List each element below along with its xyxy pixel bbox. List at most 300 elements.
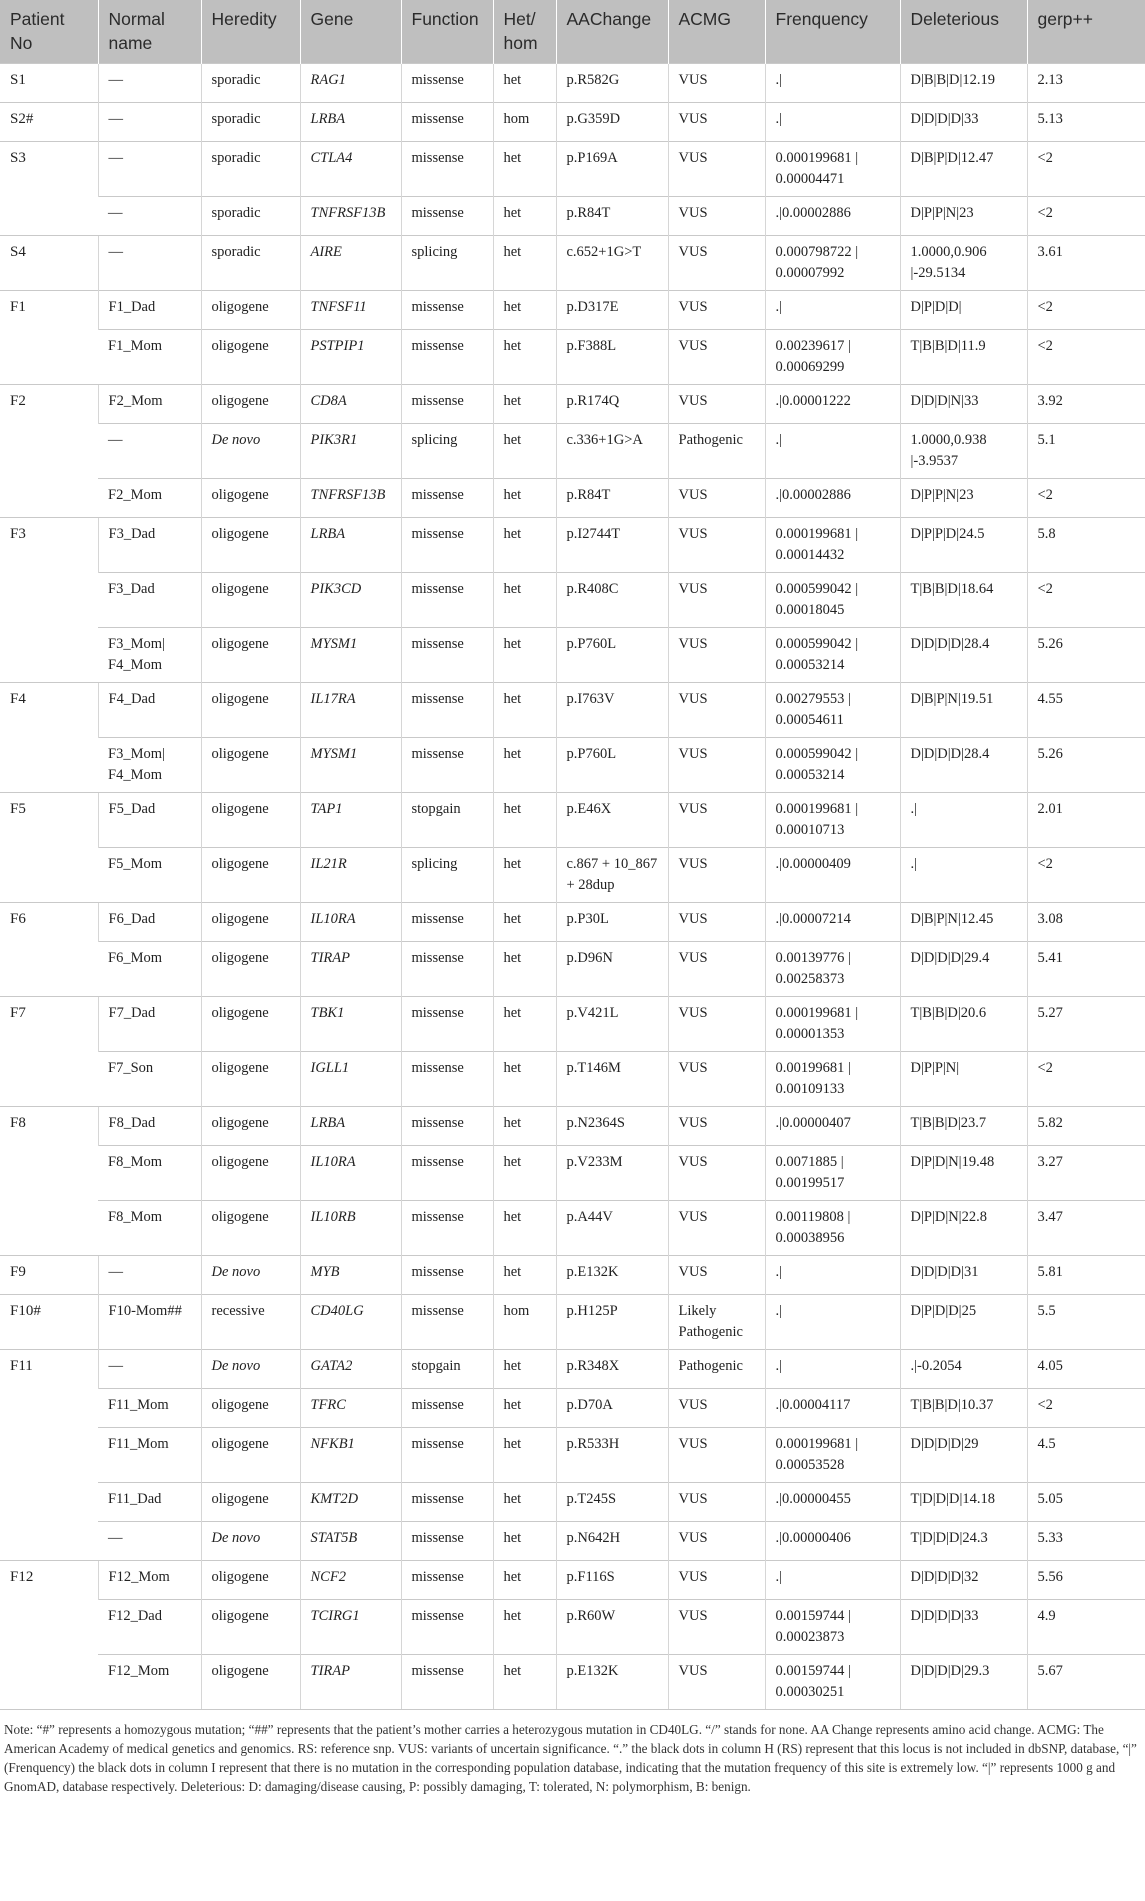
gerp-cell: 5.5: [1027, 1295, 1145, 1350]
gene-cell: CD8A: [300, 385, 401, 424]
table-row: [0, 1600, 1145, 1655]
heredity-cell: oligogene: [201, 1052, 300, 1107]
acmg-cell: VUS: [668, 628, 765, 683]
table-row: [0, 142, 1145, 197]
gene-cell: IL21R: [300, 848, 401, 903]
aachange-cell: p.R60W: [556, 1600, 668, 1655]
table-row: [0, 64, 1145, 103]
acmg-cell: VUS: [668, 103, 765, 142]
function-cell: missense: [401, 291, 493, 330]
gerp-cell: 5.1: [1027, 424, 1145, 479]
table-row: [0, 1655, 1145, 1710]
patient-no-cell: F7: [0, 997, 98, 1107]
patient-no-cell: F12: [0, 1561, 98, 1710]
table-row: [0, 1561, 1145, 1600]
het-hom-cell: het: [493, 64, 556, 103]
column-header-deleterious: Deleterious: [900, 0, 1027, 64]
gene-cell: MYB: [300, 1256, 401, 1295]
deleterious-cell: D|P|D|D|: [900, 291, 1027, 330]
frequency-cell: 0.0071885 | 0.00199517: [765, 1146, 900, 1201]
heredity-cell: sporadic: [201, 197, 300, 236]
function-cell: missense: [401, 1295, 493, 1350]
acmg-cell: VUS: [668, 573, 765, 628]
function-cell: missense: [401, 64, 493, 103]
het-hom-cell: het: [493, 1389, 556, 1428]
normal-name-cell: F6_Mom: [98, 942, 201, 997]
het-hom-cell: het: [493, 479, 556, 518]
table-row: [0, 103, 1145, 142]
function-cell: missense: [401, 1201, 493, 1256]
gene-cell: PSTPIP1: [300, 330, 401, 385]
frequency-cell: 0.00159744 | 0.00030251: [765, 1655, 900, 1710]
frequency-cell: 0.000798722 | 0.00007992: [765, 236, 900, 291]
function-cell: missense: [401, 1483, 493, 1522]
patient-no-cell: S2#: [0, 103, 98, 142]
frequency-cell: 0.000199681 | 0.00001353: [765, 997, 900, 1052]
gerp-cell: 3.61: [1027, 236, 1145, 291]
table-row: [0, 573, 1145, 628]
frequency-cell: .|0.00001222: [765, 385, 900, 424]
gene-cell: PIK3CD: [300, 573, 401, 628]
acmg-cell: VUS: [668, 479, 765, 518]
acmg-cell: Pathogenic: [668, 424, 765, 479]
acmg-cell: VUS: [668, 1052, 765, 1107]
het-hom-cell: het: [493, 793, 556, 848]
het-hom-cell: het: [493, 1052, 556, 1107]
aachange-cell: p.F116S: [556, 1561, 668, 1600]
table-header: [0, 0, 1145, 64]
gene-cell: LRBA: [300, 103, 401, 142]
gene-cell: IL17RA: [300, 683, 401, 738]
column-header-patient-no: Patient No: [0, 0, 98, 64]
normal-name-cell: F7_Dad: [98, 997, 201, 1052]
column-header-frequency: Frenquency: [765, 0, 900, 64]
acmg-cell: VUS: [668, 1522, 765, 1561]
deleterious-cell: T|B|B|D|23.7: [900, 1107, 1027, 1146]
function-cell: missense: [401, 1561, 493, 1600]
function-cell: missense: [401, 385, 493, 424]
frequency-cell: 0.00159744 | 0.00023873: [765, 1600, 900, 1655]
table-row: [0, 385, 1145, 424]
het-hom-cell: het: [493, 1561, 556, 1600]
normal-name-cell: —: [98, 1350, 201, 1389]
deleterious-cell: T|D|D|D|14.18: [900, 1483, 1027, 1522]
frequency-cell: 0.000599042 | 0.00053214: [765, 628, 900, 683]
heredity-cell: oligogene: [201, 1600, 300, 1655]
heredity-cell: oligogene: [201, 330, 300, 385]
het-hom-cell: hom: [493, 1295, 556, 1350]
normal-name-cell: F8_Mom: [98, 1201, 201, 1256]
table-row: [0, 291, 1145, 330]
heredity-cell: recessive: [201, 1295, 300, 1350]
acmg-cell: VUS: [668, 1655, 765, 1710]
function-cell: missense: [401, 1389, 493, 1428]
table-row: [0, 1201, 1145, 1256]
het-hom-cell: het: [493, 573, 556, 628]
gene-cell: TCIRG1: [300, 1600, 401, 1655]
deleterious-cell: T|B|B|D|18.64: [900, 573, 1027, 628]
aachange-cell: p.P30L: [556, 903, 668, 942]
deleterious-cell: .|-0.2054: [900, 1350, 1027, 1389]
acmg-cell: VUS: [668, 942, 765, 997]
function-cell: missense: [401, 330, 493, 385]
aachange-cell: c.867 + 10_867 + 28dup: [556, 848, 668, 903]
het-hom-cell: het: [493, 628, 556, 683]
frequency-cell: 0.000599042 | 0.00053214: [765, 738, 900, 793]
aachange-cell: p.N642H: [556, 1522, 668, 1561]
gene-cell: CD40LG: [300, 1295, 401, 1350]
acmg-cell: VUS: [668, 1483, 765, 1522]
patient-no-cell: F5: [0, 793, 98, 903]
heredity-cell: oligogene: [201, 1389, 300, 1428]
heredity-cell: oligogene: [201, 573, 300, 628]
normal-name-cell: F3_Mom| F4_Mom: [98, 738, 201, 793]
gene-cell: TNFRSF13B: [300, 479, 401, 518]
acmg-cell: VUS: [668, 1107, 765, 1146]
frequency-cell: .|: [765, 103, 900, 142]
table-row: [0, 1350, 1145, 1389]
aachange-cell: p.R408C: [556, 573, 668, 628]
heredity-cell: sporadic: [201, 64, 300, 103]
frequency-cell: 0.000199681 | 0.00010713: [765, 793, 900, 848]
acmg-cell: VUS: [668, 1256, 765, 1295]
gerp-cell: 5.41: [1027, 942, 1145, 997]
deleterious-cell: T|B|B|D|10.37: [900, 1389, 1027, 1428]
aachange-cell: p.V421L: [556, 997, 668, 1052]
deleterious-cell: 1.0000,0.938 |-3.9537: [900, 424, 1027, 479]
gerp-cell: 4.9: [1027, 1600, 1145, 1655]
function-cell: missense: [401, 479, 493, 518]
gerp-cell: 5.13: [1027, 103, 1145, 142]
heredity-cell: oligogene: [201, 479, 300, 518]
patient-no-cell: F6: [0, 903, 98, 997]
gerp-cell: <2: [1027, 1052, 1145, 1107]
aachange-cell: p.E46X: [556, 793, 668, 848]
gerp-cell: 2.13: [1027, 64, 1145, 103]
deleterious-cell: D|B|P|N|19.51: [900, 683, 1027, 738]
normal-name-cell: —: [98, 197, 201, 236]
het-hom-cell: het: [493, 291, 556, 330]
function-cell: missense: [401, 738, 493, 793]
function-cell: missense: [401, 1600, 493, 1655]
column-header-het-hom: Het/ hom: [493, 0, 556, 64]
normal-name-cell: F7_Son: [98, 1052, 201, 1107]
heredity-cell: sporadic: [201, 142, 300, 197]
table-row: [0, 518, 1145, 573]
normal-name-cell: —: [98, 1256, 201, 1295]
acmg-cell: Pathogenic: [668, 1350, 765, 1389]
normal-name-cell: F2_Mom: [98, 385, 201, 424]
acmg-cell: VUS: [668, 1428, 765, 1483]
het-hom-cell: het: [493, 848, 556, 903]
table-row: [0, 197, 1145, 236]
normal-name-cell: F8_Mom: [98, 1146, 201, 1201]
gene-cell: KMT2D: [300, 1483, 401, 1522]
gerp-cell: 5.8: [1027, 518, 1145, 573]
aachange-cell: p.I763V: [556, 683, 668, 738]
function-cell: missense: [401, 628, 493, 683]
patient-no-cell: F10#: [0, 1295, 98, 1350]
aachange-cell: p.R84T: [556, 197, 668, 236]
acmg-cell: VUS: [668, 518, 765, 573]
normal-name-cell: F3_Dad: [98, 518, 201, 573]
heredity-cell: De novo: [201, 1350, 300, 1389]
normal-name-cell: F3_Mom| F4_Mom: [98, 628, 201, 683]
gene-cell: TIRAP: [300, 1655, 401, 1710]
gerp-cell: 5.33: [1027, 1522, 1145, 1561]
heredity-cell: oligogene: [201, 628, 300, 683]
function-cell: missense: [401, 1146, 493, 1201]
het-hom-cell: het: [493, 738, 556, 793]
frequency-cell: 0.000199681 | 0.00014432: [765, 518, 900, 573]
heredity-cell: oligogene: [201, 1655, 300, 1710]
het-hom-cell: het: [493, 1483, 556, 1522]
gene-cell: TNFRSF13B: [300, 197, 401, 236]
table-row: [0, 683, 1145, 738]
acmg-cell: VUS: [668, 903, 765, 942]
function-cell: splicing: [401, 236, 493, 291]
gerp-cell: 4.5: [1027, 1428, 1145, 1483]
gene-cell: MYSM1: [300, 738, 401, 793]
gerp-cell: 2.01: [1027, 793, 1145, 848]
het-hom-cell: het: [493, 236, 556, 291]
acmg-cell: VUS: [668, 738, 765, 793]
patient-no-cell: F4: [0, 683, 98, 793]
function-cell: missense: [401, 573, 493, 628]
het-hom-cell: het: [493, 518, 556, 573]
table-row: [0, 479, 1145, 518]
acmg-cell: VUS: [668, 64, 765, 103]
acmg-cell: VUS: [668, 330, 765, 385]
column-header-gerp: gerp++: [1027, 0, 1145, 64]
aachange-cell: p.E132K: [556, 1256, 668, 1295]
acmg-cell: VUS: [668, 385, 765, 424]
aachange-cell: p.P760L: [556, 628, 668, 683]
deleterious-cell: T|B|B|D|11.9: [900, 330, 1027, 385]
deleterious-cell: D|P|D|D|25: [900, 1295, 1027, 1350]
patient-no-cell: F2: [0, 385, 98, 518]
gerp-cell: 5.27: [1027, 997, 1145, 1052]
gerp-cell: <2: [1027, 848, 1145, 903]
gene-cell: AIRE: [300, 236, 401, 291]
frequency-cell: .|0.00002886: [765, 197, 900, 236]
normal-name-cell: —: [98, 1522, 201, 1561]
het-hom-cell: het: [493, 1107, 556, 1146]
frequency-cell: .|0.00007214: [765, 903, 900, 942]
function-cell: splicing: [401, 424, 493, 479]
patient-no-cell: F9: [0, 1256, 98, 1295]
aachange-cell: p.R533H: [556, 1428, 668, 1483]
normal-name-cell: F4_Dad: [98, 683, 201, 738]
column-header-acmg: ACMG: [668, 0, 765, 64]
gene-cell: PIK3R1: [300, 424, 401, 479]
frequency-cell: .|: [765, 1561, 900, 1600]
normal-name-cell: F11_Mom: [98, 1389, 201, 1428]
aachange-cell: p.N2364S: [556, 1107, 668, 1146]
patient-no-cell: S4: [0, 236, 98, 291]
gerp-cell: <2: [1027, 573, 1145, 628]
acmg-cell: VUS: [668, 1201, 765, 1256]
frequency-cell: .|0.00000407: [765, 1107, 900, 1146]
normal-name-cell: F10-Mom##: [98, 1295, 201, 1350]
heredity-cell: oligogene: [201, 1107, 300, 1146]
aachange-cell: p.E132K: [556, 1655, 668, 1710]
table-row: [0, 236, 1145, 291]
aachange-cell: p.P760L: [556, 738, 668, 793]
function-cell: missense: [401, 1052, 493, 1107]
het-hom-cell: het: [493, 1146, 556, 1201]
gene-cell: GATA2: [300, 1350, 401, 1389]
function-cell: missense: [401, 997, 493, 1052]
normal-name-cell: —: [98, 236, 201, 291]
deleterious-cell: D|P|P|N|23: [900, 479, 1027, 518]
normal-name-cell: F8_Dad: [98, 1107, 201, 1146]
function-cell: missense: [401, 1107, 493, 1146]
aachange-cell: p.H125P: [556, 1295, 668, 1350]
gene-cell: NCF2: [300, 1561, 401, 1600]
gerp-cell: <2: [1027, 197, 1145, 236]
acmg-cell: VUS: [668, 848, 765, 903]
table-row: [0, 1295, 1145, 1350]
aachange-cell: p.T245S: [556, 1483, 668, 1522]
heredity-cell: oligogene: [201, 683, 300, 738]
heredity-cell: oligogene: [201, 1483, 300, 1522]
normal-name-cell: F11_Dad: [98, 1483, 201, 1522]
heredity-cell: sporadic: [201, 236, 300, 291]
function-cell: missense: [401, 518, 493, 573]
normal-name-cell: F11_Mom: [98, 1428, 201, 1483]
frequency-cell: .|: [765, 291, 900, 330]
function-cell: stopgain: [401, 793, 493, 848]
gerp-cell: 5.26: [1027, 738, 1145, 793]
function-cell: missense: [401, 683, 493, 738]
deleterious-cell: D|P|D|N|19.48: [900, 1146, 1027, 1201]
normal-name-cell: F5_Mom: [98, 848, 201, 903]
heredity-cell: De novo: [201, 1256, 300, 1295]
function-cell: splicing: [401, 848, 493, 903]
acmg-cell: VUS: [668, 197, 765, 236]
gerp-cell: <2: [1027, 330, 1145, 385]
deleterious-cell: .|: [900, 848, 1027, 903]
frequency-cell: .|0.00000406: [765, 1522, 900, 1561]
gene-cell: TNFSF11: [300, 291, 401, 330]
heredity-cell: De novo: [201, 1522, 300, 1561]
deleterious-cell: D|P|P|N|: [900, 1052, 1027, 1107]
frequency-cell: .|0.00002886: [765, 479, 900, 518]
table-footnote: Note: “#” represents a homozygous mutation; “##” represents that the patient’s mother carries a heterozygous mutation in CD40LG. “/” stands for none. AA Change represents amino acid change. ACMG: The American Academy of medical genetics and genomics. RS: reference snp. VUS: variants of uncertain significance. “.” the black dots in column H (RS) represent that this locus is not included in dbSNP, database, “|” (Frenquency) the black dots in column I represent that there is no mutation in the corresponding population database, indicating that the mutation frequency of this site is extremely low. “|” represents 1000 g and GnomAD, database respectively. Deleterious: D: damaging/disease causing, P: possibly damaging, T: tolerated, N: polymorphism, B: benign.: [0, 1709, 1145, 1796]
deleterious-cell: D|B|B|D|12.19: [900, 64, 1027, 103]
deleterious-cell: D|D|D|N|33: [900, 385, 1027, 424]
deleterious-cell: T|B|B|D|20.6: [900, 997, 1027, 1052]
het-hom-cell: het: [493, 197, 556, 236]
normal-name-cell: —: [98, 142, 201, 197]
het-hom-cell: het: [493, 1428, 556, 1483]
column-header-gene: Gene: [300, 0, 401, 64]
function-cell: missense: [401, 1655, 493, 1710]
frequency-cell: 0.000199681 | 0.00053528: [765, 1428, 900, 1483]
acmg-cell: VUS: [668, 236, 765, 291]
table-row: [0, 330, 1145, 385]
aachange-cell: p.P169A: [556, 142, 668, 197]
table-row: [0, 1389, 1145, 1428]
function-cell: missense: [401, 197, 493, 236]
het-hom-cell: het: [493, 1655, 556, 1710]
function-cell: missense: [401, 1256, 493, 1295]
frequency-cell: .|: [765, 1256, 900, 1295]
heredity-cell: De novo: [201, 424, 300, 479]
normal-name-cell: F6_Dad: [98, 903, 201, 942]
aachange-cell: p.G359D: [556, 103, 668, 142]
deleterious-cell: D|P|P|D|24.5: [900, 518, 1027, 573]
het-hom-cell: het: [493, 1201, 556, 1256]
heredity-cell: oligogene: [201, 1201, 300, 1256]
gerp-cell: 5.82: [1027, 1107, 1145, 1146]
gene-cell: RAG1: [300, 64, 401, 103]
gene-cell: MYSM1: [300, 628, 401, 683]
table-row: [0, 1256, 1145, 1295]
gerp-cell: <2: [1027, 142, 1145, 197]
table-row: [0, 942, 1145, 997]
heredity-cell: sporadic: [201, 103, 300, 142]
normal-name-cell: F12_Dad: [98, 1600, 201, 1655]
normal-name-cell: —: [98, 64, 201, 103]
frequency-cell: 0.00199681 | 0.00109133: [765, 1052, 900, 1107]
normal-name-cell: —: [98, 103, 201, 142]
het-hom-cell: het: [493, 1350, 556, 1389]
acmg-cell: VUS: [668, 997, 765, 1052]
patient-no-cell: F3: [0, 518, 98, 683]
function-cell: missense: [401, 1428, 493, 1483]
gerp-cell: 3.27: [1027, 1146, 1145, 1201]
gerp-cell: 5.67: [1027, 1655, 1145, 1710]
heredity-cell: oligogene: [201, 942, 300, 997]
table-row: [0, 903, 1145, 942]
gene-cell: IL10RA: [300, 1146, 401, 1201]
frequency-cell: 0.00239617 | 0.00069299: [765, 330, 900, 385]
gene-cell: CTLA4: [300, 142, 401, 197]
normal-name-cell: F12_Mom: [98, 1561, 201, 1600]
frequency-cell: 0.00279553 | 0.00054611: [765, 683, 900, 738]
acmg-cell: VUS: [668, 142, 765, 197]
table-row: [0, 738, 1145, 793]
table-row: [0, 1522, 1145, 1561]
deleterious-cell: D|D|D|D|29.3: [900, 1655, 1027, 1710]
normal-name-cell: F2_Mom: [98, 479, 201, 518]
acmg-cell: VUS: [668, 1600, 765, 1655]
gerp-cell: 3.08: [1027, 903, 1145, 942]
table-row: [0, 1052, 1145, 1107]
acmg-cell: VUS: [668, 1389, 765, 1428]
normal-name-cell: F1_Mom: [98, 330, 201, 385]
function-cell: missense: [401, 103, 493, 142]
gene-cell: NFKB1: [300, 1428, 401, 1483]
deleterious-cell: D|D|D|D|29: [900, 1428, 1027, 1483]
table-row: [0, 1107, 1145, 1146]
deleterious-cell: D|D|D|D|31: [900, 1256, 1027, 1295]
aachange-cell: p.D317E: [556, 291, 668, 330]
het-hom-cell: het: [493, 385, 556, 424]
column-header-function: Function: [401, 0, 493, 64]
deleterious-cell: D|D|D|D|33: [900, 1600, 1027, 1655]
gerp-cell: <2: [1027, 479, 1145, 518]
patient-no-cell: F8: [0, 1107, 98, 1256]
heredity-cell: oligogene: [201, 291, 300, 330]
deleterious-cell: D|B|P|D|12.47: [900, 142, 1027, 197]
aachange-cell: p.D96N: [556, 942, 668, 997]
gene-cell: LRBA: [300, 1107, 401, 1146]
het-hom-cell: het: [493, 330, 556, 385]
patient-no-cell: S1: [0, 64, 98, 103]
